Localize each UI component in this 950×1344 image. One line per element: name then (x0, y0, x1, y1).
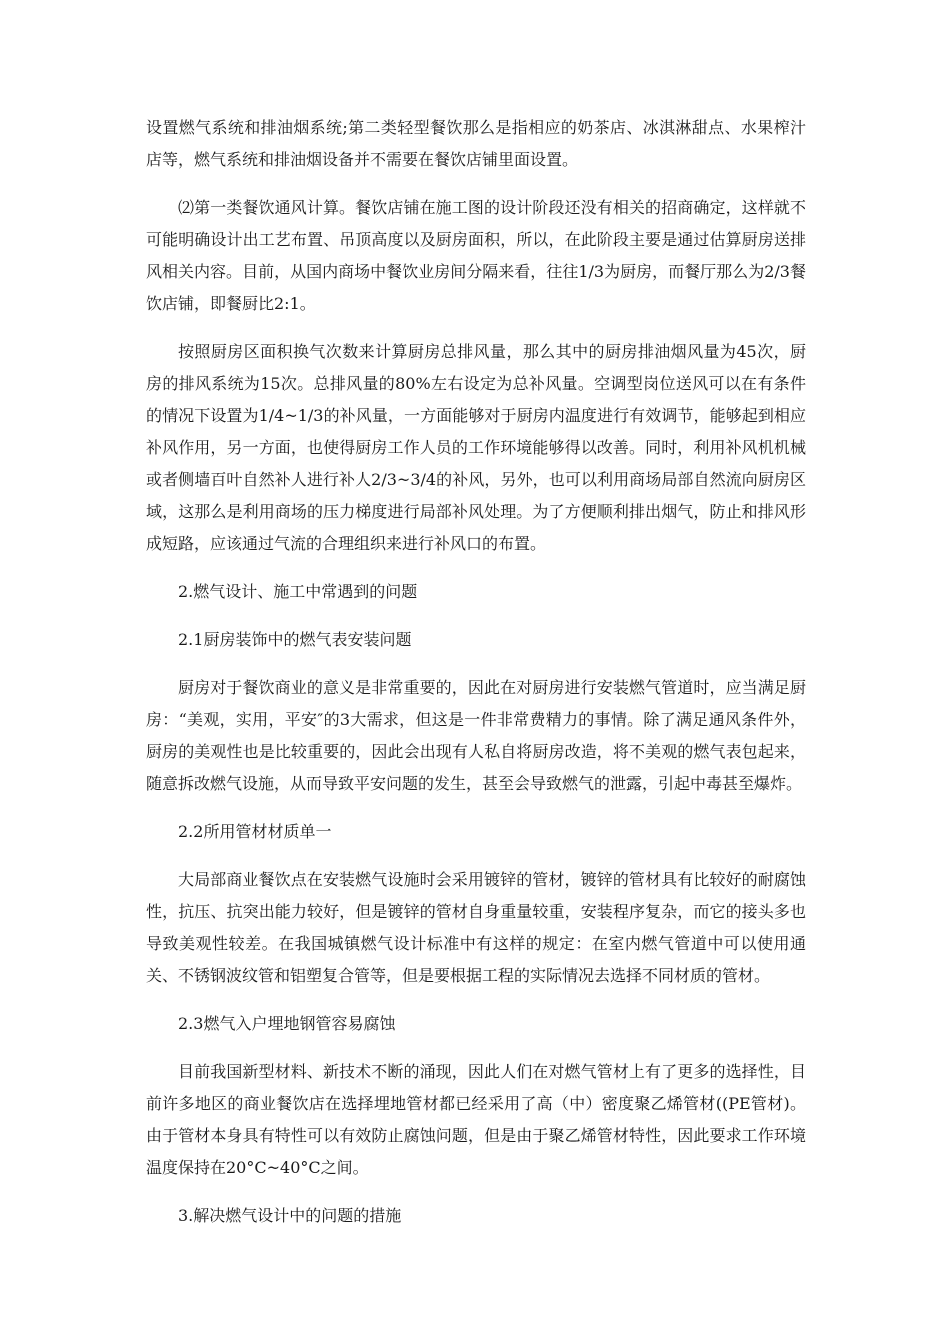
paragraph-continued-text: 设置燃气系统和排油烟系统;第二类轻型餐饮那么是指相应的奶茶店、冰淇淋甜点、水果榨汁店等，燃气系统和排油烟设备并不需要在餐饮店铺里面设置。 (146, 118, 806, 169)
subsection-heading-2-3: 2.3燃气入户埋地钢管容易腐蚀 (178, 1014, 396, 1033)
subsection-heading-2-2: 2.2所用管材材质单一 (178, 822, 332, 841)
section-heading-3: 3.解决燃气设计中的问题的措施 (178, 1206, 402, 1225)
subsection-heading-2-1: 2.1厨房装饰中的燃气表安装问题 (178, 630, 412, 649)
section-heading-2: 2.燃气设计、施工中常遇到的问题 (178, 582, 418, 601)
paragraph-gas-meter-installation: 厨房对于餐饮商业的意义是非常重要的，因此在对厨房进行安装燃气管道时，应当满足厨房：“美观，实用，平安″的3大需求，但这是一件非常费精力的事情。除了满足通风条件外，厨房的美观性也是比较重要的，因此会出现有人私自将厨房改造，将不美观的燃气表包起来，随意拆改燃气设施，从而导致平安问题的发生，甚至会导致燃气的泄露，引起中毒甚至爆炸。 (146, 678, 806, 793)
document-body (146, 112, 806, 1232)
paragraph-buried-pipe-corrosion: 目前我国新型材料、新技术不断的涌现，因此人们在对燃气管材上有了更多的选择性，目前许多地区的商业餐饮店在选择埋地管材都已经采用了高（中）密度聚乙烯管材((PE管材)。由于管材本身具有特性可以有效防止腐蚀问题，但是由于聚乙烯管材特性，因此要求工作环境温度保持在20°C~40°C之间。 (146, 1062, 806, 1177)
paragraph-pipe-material: 大局部商业餐饮点在安装燃气设施时会采用镀锌的管材，镀锌的管材具有比较好的耐腐蚀性，抗压、抗突出能力较好，但是镀锌的管材自身重量较重，安装程序复杂，而它的接头多也导致美观性较差。在我国城镇燃气设计标准中有这样的规定：在室内燃气管道中可以使用通关、不锈钢波纹管和铝塑复合管等，但是要根据工程的实际情况去选择不同材质的管材。 (146, 870, 806, 985)
paragraph-exhaust-volume: 按照厨房区面积换气次数来计算厨房总排风量，那么其中的厨房排油烟风量为45次，厨房的排风系统为15次。总排风量的80%左右设定为总补风量。空调型岗位送风可以在有条件的情况下设置为1/4~1/3的补风量，一方面能够对于厨房内温度进行有效调节，能够起到相应补风作用，另一方面，也使得厨房工作人员的工作环境能够得以改善。同时，利用补风机机械或者侧墙百叶自然补人进行补人2/3~3/4的补风，另外，也可以利用商场局部自然流向厨房区域，这那么是利用商场的压力梯度进行局部补风处理。为了方便顺利排出烟气，防止和排风形成短路，应该通过气流的合理组织来进行补风口的布置。 (146, 342, 806, 553)
paragraph-ventilation-calculation: ⑵第一类餐饮通风计算。餐饮店铺在施工图的设计阶段还没有相关的招商确定，这样就不可能明确设计出工艺布置、吊顶高度以及厨房面积，所以，在此阶段主要是通过估算厨房送排风相关内容。目前，从国内商场中餐饮业房间分隔来看，往往1/3为厨房，而餐厅那么为2/3餐饮店铺，即餐厨比2:1。 (146, 198, 806, 313)
